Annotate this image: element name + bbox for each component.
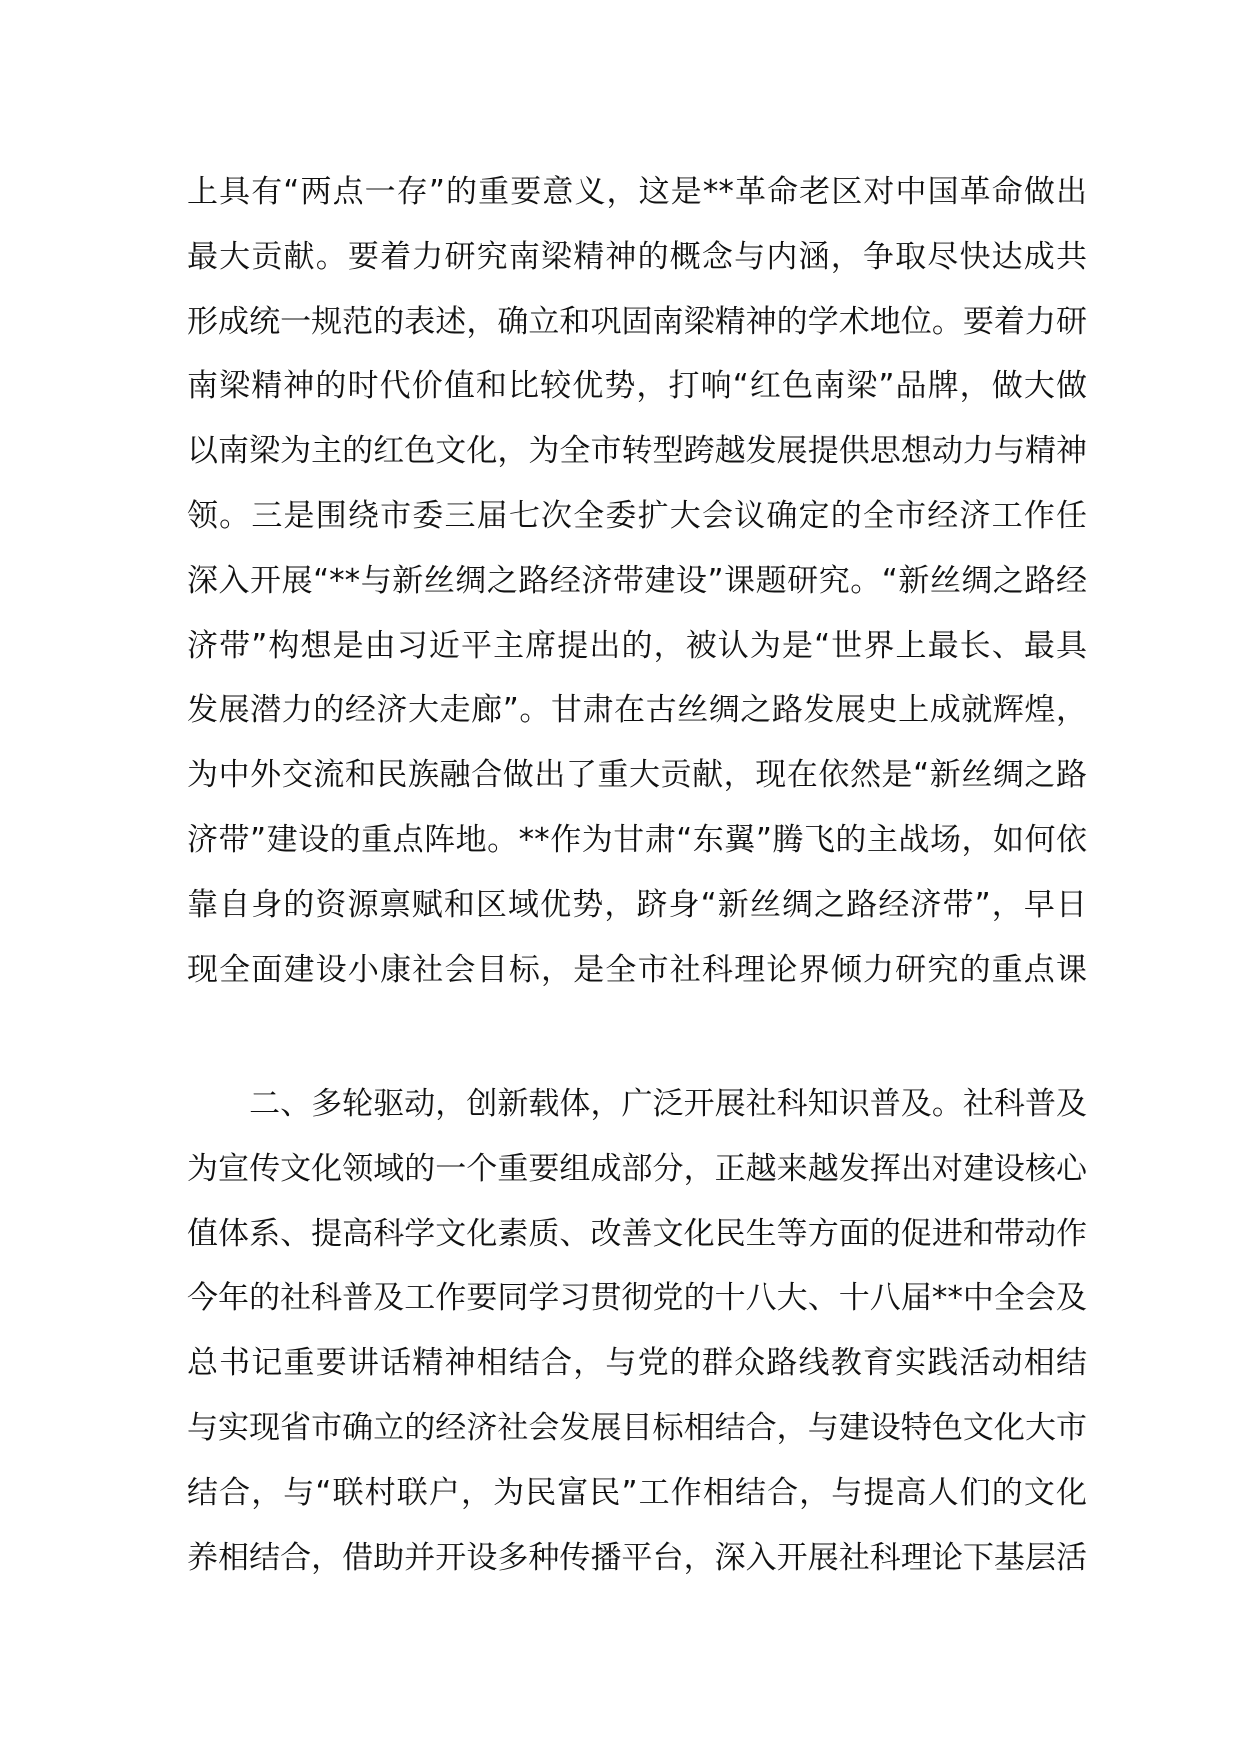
text-line: 养相结合，借助并开设多种传播平台，深入开展社科理论下基层活: [187, 1539, 1087, 1576]
text-line: 为宣传文化领域的一个重要组成部分，正越来越发挥出对建设核心: [187, 1150, 1087, 1187]
paragraph-continued: [187, 160, 1087, 1002]
text-line: 最大贡献。要着力研究南梁精神的概念与内涵，争取尽快达成共: [187, 238, 1087, 275]
text-line: 发展潜力的经济大走廊”。甘肃在古丝绸之路发展史上成就辉煌，: [187, 692, 1087, 729]
text-line: 济带”构想是由习近平主席提出的，被认为是“世界上最长、最具: [187, 627, 1087, 664]
text-line: 为中外交流和民族融合做出了重大贡献，现在依然是“新丝绸之路: [187, 757, 1087, 794]
text-line: 上具有“两点一存”的重要意义，这是**革命老区对中国革命做出: [187, 174, 1087, 210]
text-line: 总书记重要讲话精神相结合，与党的群众路线教育实践活动相结: [187, 1345, 1087, 1382]
text-line: 济带”建设的重点阵地。**作为甘肃“东翼”腾飞的主战场，如何依: [187, 821, 1087, 858]
text-line: 结合，与“联村联户，为民富民”工作相结合，与提高人们的文化: [187, 1474, 1087, 1511]
text-line: 二、多轮驱动，创新载体，广泛开展社科知识普及。社科普及: [249, 1086, 1087, 1122]
text-line: 形成统一规范的表述，确立和巩固南梁精神的学术地位。要着力研: [187, 303, 1087, 340]
text-line: 深入开展“**与新丝绸之路经济带建设”课题研究。“新丝绸之路经: [187, 562, 1087, 599]
text-line: 今年的社科普及工作要同学习贯彻党的十八大、十八届**中全会及: [187, 1280, 1087, 1317]
paragraph-section-two: [187, 1072, 1087, 1590]
text-line: 与实现省市确立的经济社会发展目标相结合，与建设特色文化大市: [187, 1409, 1087, 1446]
text-line: 南梁精神的时代价值和比较优势，打响“红色南梁”品牌，做大做: [187, 368, 1087, 405]
text-line: 靠自身的资源禀赋和区域优势，跻身“新丝绸之路经济带”，早日: [187, 886, 1087, 923]
text-line: 现全面建设小康社会目标，是全市社科理论界倾力研究的重点课: [187, 951, 1087, 988]
text-line: 领。三是围绕市委三届七次全委扩大会议确定的全市经济工作任: [187, 497, 1087, 534]
text-line: 以南梁为主的红色文化，为全市转型跨越发展提供思想动力与精神: [187, 433, 1087, 470]
text-line: 值体系、提高科学文化素质、改善文化民生等方面的促进和带动作: [187, 1215, 1087, 1252]
